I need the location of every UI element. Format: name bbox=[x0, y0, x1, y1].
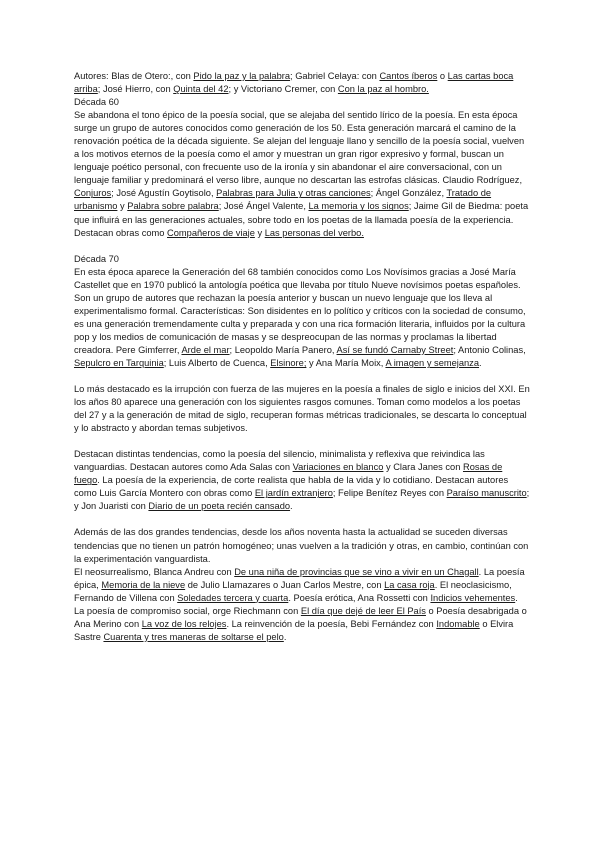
book-title-link[interactable]: De una niña de provincias que se vino a vivir en un Chagall bbox=[234, 566, 479, 577]
text: ; Jaime Gil de Biedma: poeta que influirá en las generaciones actuales, sobre todo en los poetas de la llamada poesía de la experiencia. Destacan obras como bbox=[74, 201, 529, 238]
spacer bbox=[74, 513, 530, 526]
tendencias-recientes-paragraph bbox=[74, 566, 530, 644]
book-title-link[interactable]: Sepulcro en Tarquinia bbox=[74, 357, 164, 368]
book-title-link[interactable]: Cantos íberos bbox=[379, 71, 438, 81]
noventa-paragraph: Además de las dos grandes tendencias, desde los años noventa hasta la actualidad se suceden diversas tendencias que no tienen un patrón homogéneo; unas vuelven a la tradición y otras, en cambio, continúan con la experimentación vanguardista. bbox=[74, 527, 529, 564]
spacer bbox=[74, 240, 530, 253]
book-title-link[interactable]: Quinta del 42 bbox=[173, 84, 229, 95]
section-heading-decada-70: Década 70 bbox=[74, 253, 119, 264]
book-title-link[interactable]: La casa roja bbox=[384, 579, 435, 590]
book-title-link[interactable]: Paraíso manuscrito bbox=[446, 488, 527, 499]
book-title-link[interactable]: Pido la paz y la palabra bbox=[193, 71, 291, 81]
book-title-link[interactable]: Indomable bbox=[436, 618, 480, 629]
book-title-link[interactable]: Las cartas boca arriba bbox=[74, 71, 514, 95]
book-title-link[interactable]: Palabra sobre palabra bbox=[127, 201, 219, 212]
text: . La poesía de la experiencia, de corte realista que habla de la vida y lo cotidiano. Destacan autores como Luis García Montero con obras como bbox=[74, 475, 509, 499]
text: ; y Jon Juaristi con bbox=[74, 488, 530, 512]
text: y Ana María Moix, bbox=[306, 357, 386, 368]
authors-paragraph bbox=[74, 70, 530, 96]
book-title-link[interactable]: Así se fundó Carnaby Street bbox=[336, 344, 454, 355]
women-poets-paragraph: Lo más destacado es la irrupción con fuerza de las mujeres en la poesía a finales de siglo e inicios del XXI. En los años 80 aparece una generación con los siguientes rasgos comunes. Toman como modelos a los poetas del 27 y a la generación de mitad de siglo, recuperan formas métricas tradicionales, se descarta lo conceptual y lo abstracto y abordan temas subjetivos. bbox=[74, 384, 530, 434]
book-title-link[interactable]: Palabras para Julia y otras canciones bbox=[216, 188, 371, 199]
text: o Elvira Sastre bbox=[74, 618, 514, 642]
text: o Poesía desabrigada o Ana Merino con bbox=[74, 605, 527, 629]
text: o bbox=[437, 71, 448, 81]
book-title-link[interactable]: Variaciones en blanco bbox=[292, 462, 384, 473]
text: . Poesía erótica, Ana Rossetti con bbox=[288, 592, 431, 603]
book-title-link[interactable]: Diario de un poeta recién cansado bbox=[148, 501, 291, 512]
text: . El neoclasicismo, Fernando de Villena con bbox=[74, 579, 512, 603]
text: ; José Ángel Valente, bbox=[218, 201, 309, 212]
text: ; Leopoldo María Panero, bbox=[229, 344, 337, 355]
book-title-link[interactable]: Memoria de la nieve bbox=[101, 579, 186, 590]
book-title-link[interactable]: Tratado de urbanismo bbox=[74, 188, 492, 212]
spacer bbox=[74, 370, 530, 383]
decada-70-paragraph bbox=[74, 266, 530, 370]
document-page bbox=[74, 70, 530, 644]
text: ; Ángel González, bbox=[370, 188, 447, 199]
book-title-link[interactable]: El día que dejé de leer El País bbox=[300, 605, 426, 616]
text: . bbox=[283, 631, 287, 642]
book-title-link[interactable]: Conjuros bbox=[74, 188, 112, 199]
book-title-link[interactable]: Compañeros de viaje bbox=[167, 227, 255, 238]
book-title-link[interactable]: Soledades tercera y cuarta bbox=[177, 592, 289, 603]
decada-60-paragraph bbox=[74, 109, 530, 239]
book-title-link[interactable]: Cuarenta y tres maneras de soltarse el pelo bbox=[103, 631, 284, 642]
text: En esta época aparece la Generación del 68 también conocidos como Los Novísimos gracias a José María Castellet que en 1970 publicó la antología poética que llevaba por título Nueve novísimos poetas españoles. Son un grupo de autores que rechazan la poesía anterior y buscan un nuevo lenguaje que los lleva al experimentalismo formal. Características: Son disidentes en lo político y críticos con la sociedad de consumo, es una generación tremendamente culta y preparada y con una rica formación literaria, influidos por la cultura pop y los medios de comunicación de masas y se despreocupan de las normas y proclamas la libertad creadora. Pere Gimferrer, bbox=[74, 266, 526, 355]
text: ; Antonio Colinas, bbox=[453, 344, 526, 355]
text: . La poesía de compromiso social, orge Riechmann con bbox=[74, 592, 518, 616]
tendencias-paragraph bbox=[74, 448, 530, 513]
text: El neosurrealismo, Blanca Andreu con bbox=[74, 566, 235, 577]
text: Se abandona el tono épico de la poesía social, que se alejaba del sentido lírico de la poesía. En esta época surge un grupo de autores conocidos como generación de los 50. Esta generación marcará el camino de la renovación poética de la década siguiente. Se alejan del lenguaje llano y sencillo de la poesía social, vuelven a los motivos eternos de la poesía como el amor y muestran un gran rigor expresivo y formal, buscan un lenguaje poético personal, con frecuente uso de la ironía y sin abandonar el aire conversacional, con un lenguaje familiar y predominará el verso libre, aunque no descartan las estrofas clásicas. Claudio Rodríguez, bbox=[74, 110, 525, 186]
book-title-link[interactable]: El jardín extranjero bbox=[254, 488, 333, 499]
book-title-link[interactable]: La voz de los relojes bbox=[141, 618, 227, 629]
spacer bbox=[74, 435, 530, 448]
book-title-link[interactable]: Las personas del verbo. bbox=[264, 227, 364, 238]
text: ; Luis Alberto de Cuenca, bbox=[163, 357, 271, 368]
text: . bbox=[290, 501, 293, 512]
text: de Julio Llamazares o Juan Carlos Mestre, con bbox=[185, 579, 385, 590]
text: ; y Victoriano Cremer, con bbox=[228, 84, 338, 95]
text: y bbox=[117, 201, 128, 212]
text: y Clara Janes con bbox=[383, 462, 463, 473]
text: ; José Agustín Goytisolo, bbox=[111, 188, 217, 199]
book-title-link[interactable]: Indicios vehementes bbox=[430, 592, 516, 603]
text: . La reinvención de la poesía, Bebi Fernández con bbox=[226, 618, 437, 629]
text: ; José Hierro, con bbox=[97, 84, 174, 95]
book-title-link[interactable]: La memoria y los signos bbox=[308, 201, 409, 212]
text: Autores: Blas de Otero:, con bbox=[74, 71, 194, 81]
text: ; Gabriel Celaya: con bbox=[290, 71, 380, 81]
text: y bbox=[254, 227, 265, 238]
book-title-link[interactable]: A imagen y semejanza bbox=[385, 357, 480, 368]
text: ; Felipe Benítez Reyes con bbox=[332, 488, 447, 499]
section-heading-decada-60: Década 60 bbox=[74, 97, 119, 108]
book-title-link[interactable]: Con la paz al hombro. bbox=[337, 84, 429, 95]
book-title-link[interactable]: Elsinore; bbox=[270, 357, 307, 368]
text: Destacan distintas tendencias, como la poesía del silencio, minimalista y reflexiva que reivindica las vanguardias. Destacan autores como Ada Salas con bbox=[74, 449, 485, 473]
text: . La poesía épica, bbox=[74, 566, 525, 590]
book-title-link[interactable]: Arde el mar bbox=[181, 344, 230, 355]
book-title-link[interactable]: Rosas de fuego bbox=[74, 462, 503, 486]
text: . bbox=[479, 357, 482, 368]
